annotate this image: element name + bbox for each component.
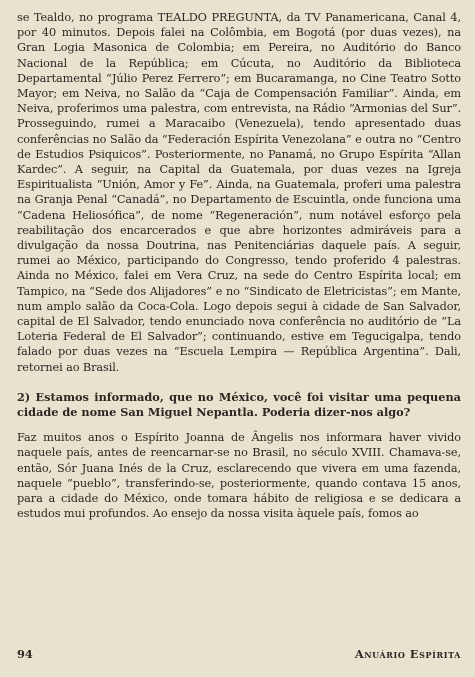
interview-answer: Faz muitos anos o Espírito Joanna de Ângelis nos informara haver vivido naquele país, antes de reencarnar-se no Brasil, no século XVIII. Chamava-se, então, Sór Juana Inés de la Cruz, esclarecendo que vivera em uma fazenda, naquele “pueblo”, transferindo-se, posteriormente, quando contava 15 anos, para a cidade do México, onde tomara hábito de religiosa e se dedicara a estudos mui profundos. Ao ensejo da nossa visita àquele país, fomos ao (17, 431, 461, 521)
paragraph-travel-report: se Tealdo, no programa TEALDO PREGUNTA, da TV Panamericana, Canal 4, por 40 minutos. Depois falei na Colômbia, em Bogotá (por duas vezes), na Gran Logia Masonica de Colombia; em Pereira, no Auditório do Banco Nacional de la República; em Cúcuta, no Auditório da Biblioteca Departamental “Júlio Perez Ferrero”; em Bucaramanga, no Cine Teatro Sotto Mayor; em Neiva, no Salão da “Caja de Compensación Familiar”. Ainda, em Neiva, proferimos uma palestra, com entrevista, na Rádio “Armonias del Sur”. Prosseguindo, rumei a Maracaibo (Venezuela), tendo apresentado duas conferências no Salão da “Federación Espírita Venezolana” e outra no “Centro de Estudios Psiquicos”. Posteriormente, no Panamá, no Grupo Espírita “Allan Kardec”. A seguir, na Capital da Guatemala, por duas vezes na Igreja Espiritualista “Unión, Amor y Fe”. Ainda, na Guatemala, proferi uma palestra na Granja Penal “Canadá”, no Departamento de Escuintla, onde funciona uma “Cadena Heliosófica”, de nome “Regeneración”, num notável esforço pela reabilitação dos encarcerados e que abre horizontes admiráveis para a divulgação da nossa Doutrina, nas Penitenciárias daquele país. A seguir, rumei ao México, participando do Congresso, tendo proferido 4 palestras. Ainda no México, falei em Vera Cruz, na sede do Centro Espírita local; em Tampico, na “Sede dos Alijadores” e no “Sindicato de Eletricistas”; em Mante, num amplo salão da Coca-Cola. Logo depois segui à cidade de San Salvador, capital de El Salvador, tendo enunciado nova conferência no auditório de “La Loteria Federal de El Salvador”; continuando, estive em Tegucigalpa, tendo falado por duas vezes na “Escuela Lempira — República Argentina”. Dali, retornei ao Brasil. (17, 11, 461, 374)
running-title: Anuário Espírita (354, 647, 461, 661)
interview-question: 2) Estamos informado, que no México, você foi visitar uma pequena cidade de nome San Miguel Nepantla. Poderia dizer-nos algo? (17, 389, 461, 420)
body-text (17, 10, 461, 375)
page-footer (17, 647, 461, 661)
page-number: 94 (17, 647, 33, 661)
